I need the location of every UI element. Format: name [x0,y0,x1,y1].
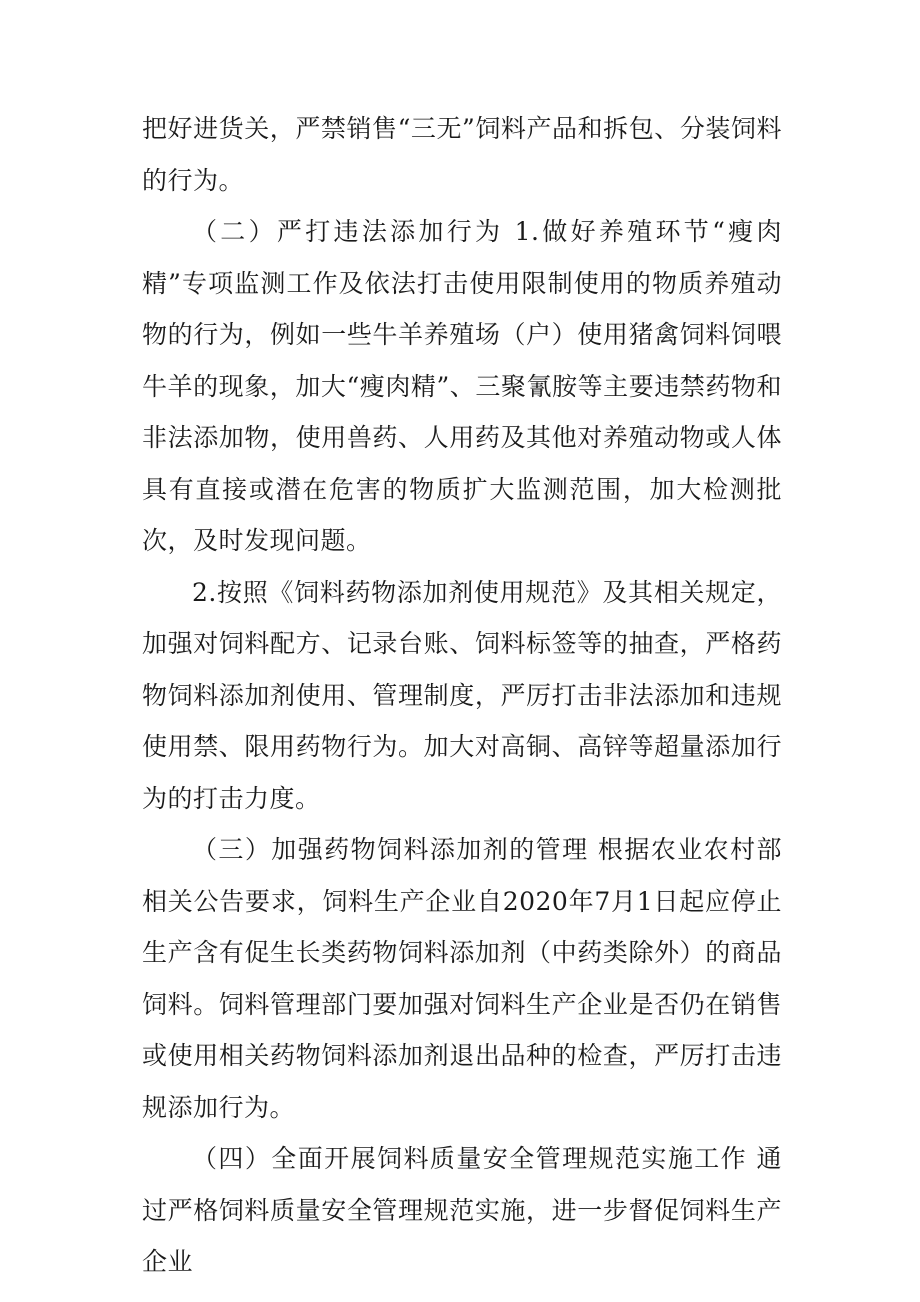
paragraph-section-4: （四）全面开展饲料质量安全管理规范实施工作 通过严格饲料质量安全管理规范实施，进一步督促饲料生产企业 [142,1144,782,1276]
paragraph-section-2-item-1: （二）严打违法添加行为 1.做好养殖环节“瘦肉精”专项监测工作及依法打击使用限制使用的物质养殖动物的行为，例如一些牛羊养殖场（户）使用猪禽饲料饲喂牛羊的现象，加大“瘦肉精”、三聚氰胺等主要违禁药物和非法添加物，使用兽药、人用药及其他对养殖动物或人体具有直接或潜在危害的物质扩大监测范围，加大检测批次，及时发现问题。 [142,217,782,555]
paragraph-section-2-item-2: 2.按照《饲料药物添加剂使用规范》及其相关规定，加强对饲料配方、记录台账、饲料标签等的抽查，严格药物饲料添加剂使用、管理制度，严厉打击非法添加和违规使用禁、限用药物行为。加大对高铜、高锌等超量添加行为的打击力度。 [142,577,782,813]
paragraph-continuation: 把好进货关，严禁销售“三无”饲料产品和拆包、分装饲料的行为。 [142,114,782,195]
document-body [142,103,782,1288]
paragraph-section-3: （三）加强药物饲料添加剂的管理 根据农业农村部相关公告要求，饲料生产企业自2020年7月1日起应停止生产含有促生长类药物饲料添加剂（中药类除外）的商品饲料。饲料管理部门要加强对饲料生产企业是否仍在销售或使用相关药物饲料添加剂退出品种的检查，严厉打击违规添加行为。 [142,835,782,1122]
